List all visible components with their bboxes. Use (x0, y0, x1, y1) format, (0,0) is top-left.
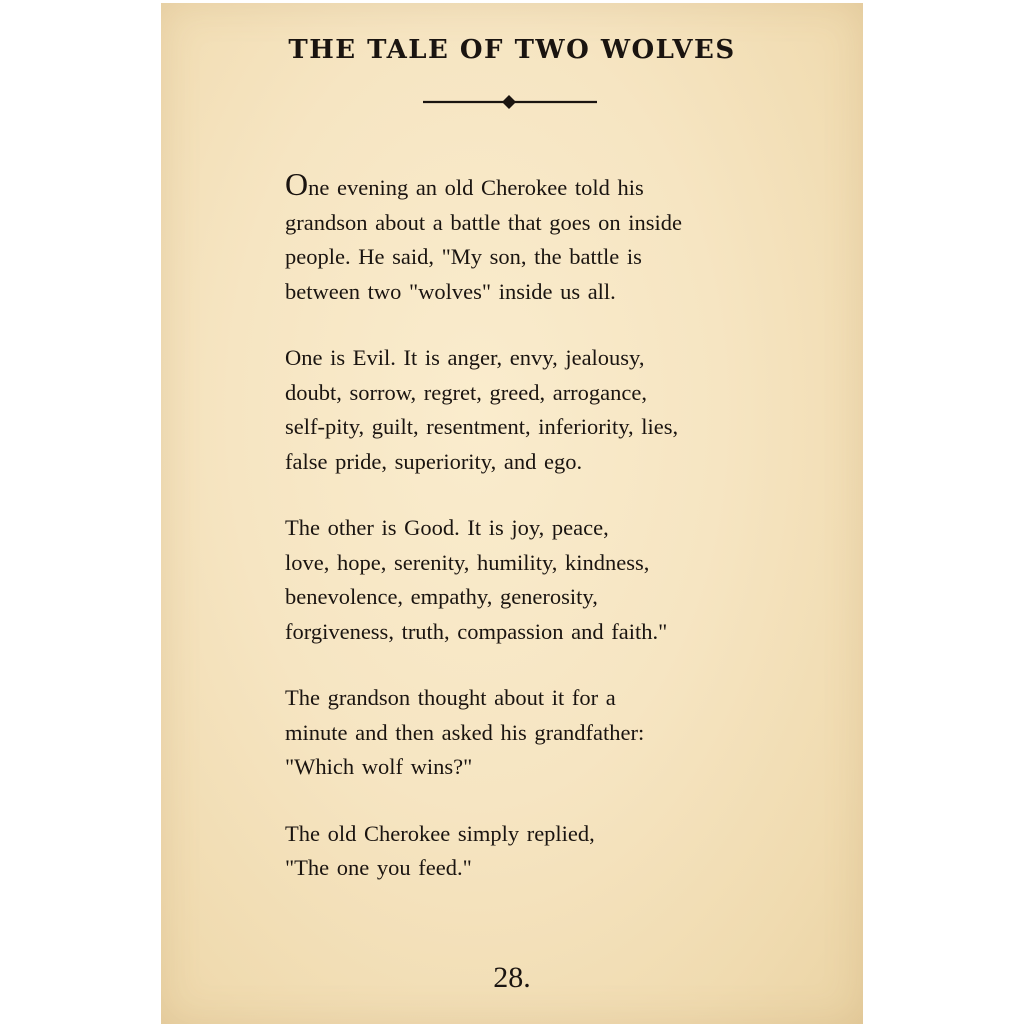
paragraph-4: The grandson thought about it for a minute and then asked his grandfather: "Which wolf wins?" (285, 685, 645, 779)
paragraph-2: One is Evil. It is anger, envy, jealousy, doubt, sorrow, regret, greed, arrogance, self-pity, guilt, resentment, inferiority, lies, false pride, superiority, and ego. (285, 345, 679, 474)
paragraph-1-text: ne evening an old Cherokee told his grandson about a battle that goes on inside people. He said, "My son, the battle is between two "wolves" inside us all. (285, 175, 683, 304)
page-title: THE TALE OF TWO WOLVES (288, 35, 736, 65)
paragraph-3: The other is Good. It is joy, peace, love, hope, serenity, humility, kindness, benevolence, empathy, generosity, forgiveness, truth, compassion and faith." (285, 515, 668, 644)
divider-ornament-icon (423, 92, 597, 112)
paragraph-1 (285, 166, 855, 309)
book-page (161, 3, 863, 1024)
page-number: 28. (493, 961, 531, 994)
paragraph-5: The old Cherokee simply replied, "The one you feed." (285, 820, 595, 880)
drop-cap: O (285, 166, 309, 202)
story-text (285, 166, 855, 918)
